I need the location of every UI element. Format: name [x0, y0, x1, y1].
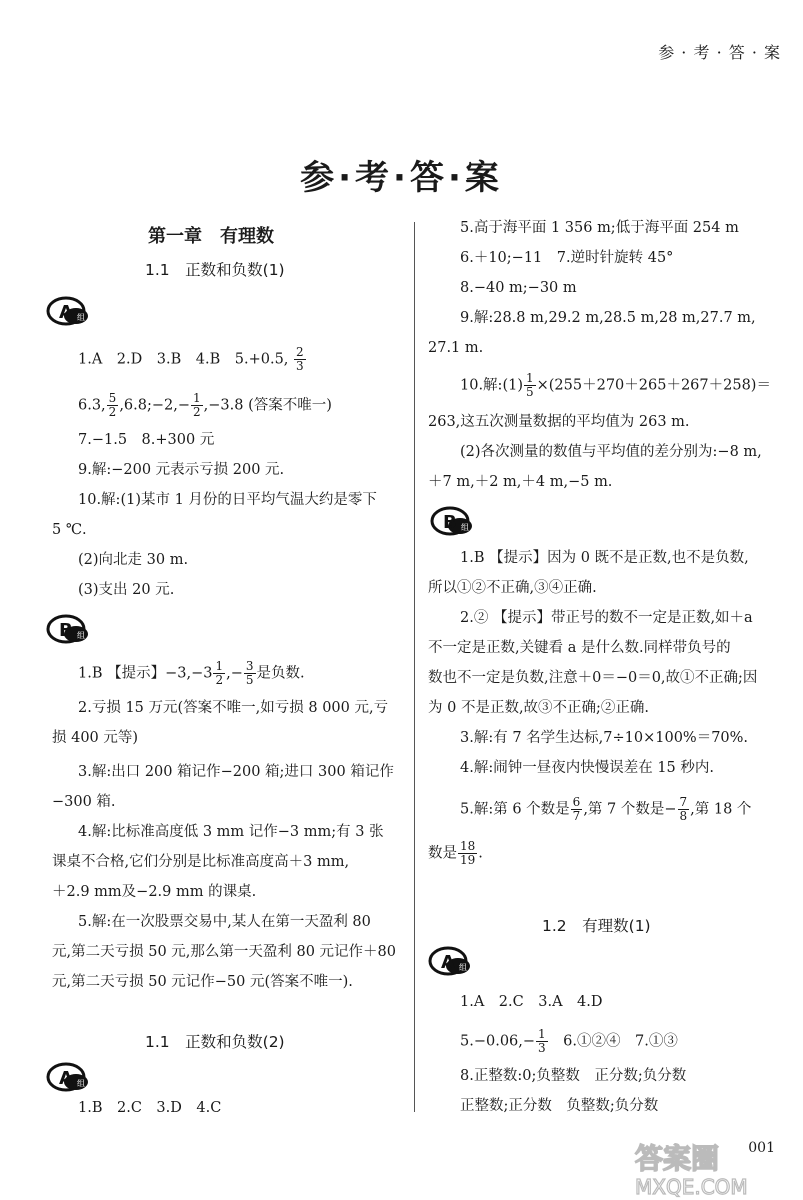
- answer-line: 不一定是正数,关键看 a 是什么数.同样带负号的: [428, 640, 731, 656]
- answer-line: 2.亏损 15 万元(答案不唯一,如亏损 8 000 元,亏: [78, 700, 389, 716]
- answer-line: 3.解:出口 200 箱记作−200 箱;进口 300 箱记作: [78, 764, 394, 780]
- answer-line: 4.解:闹钟一昼夜内快慢误差在 15 秒内.: [460, 760, 714, 776]
- badge-sub: 组: [461, 523, 469, 532]
- answer-line: 5.高于海平面 1 356 m;低于海平面 254 m: [460, 220, 739, 236]
- answer-line: 元,第二天亏损 50 元记作−50 元(答案不唯一).: [52, 974, 353, 990]
- answer-line: 9.解:−200 元表示亏损 200 元.: [78, 462, 285, 478]
- answer-line: 8.−40 m;−30 m: [460, 280, 577, 296]
- group-b-badge-icon: [430, 506, 476, 536]
- group-a-badge-icon: [46, 1062, 92, 1092]
- badge-sub: 组: [77, 313, 85, 322]
- answer-line: 数是 $\frac{18}{19}$ .: [428, 839, 483, 867]
- page-number: 001: [748, 1140, 775, 1156]
- answer-line: 8.正整数:0;负整数 正分数;负分数: [460, 1068, 687, 1084]
- answer-line: 课桌不合格,它们分别是比标准高度高＋3 mm,: [52, 854, 350, 870]
- answer-line: 1.A 2.C 3.A 4.D: [460, 994, 603, 1010]
- answer-line: 6.＋10;−11 7.逆时针旋转 45°: [460, 250, 674, 266]
- badge-sub: 组: [77, 631, 85, 640]
- answer-line: 所以①②不正确,③④正确.: [428, 580, 597, 596]
- badge-letter: A: [441, 952, 455, 973]
- answer-line: 1.B 2.C 3.D 4.C: [78, 1100, 222, 1116]
- answer-line: 损 400 元等): [52, 730, 139, 746]
- answer-line: 为 0 不是正数,故③不正确;②正确.: [428, 700, 650, 716]
- group-a-badge-icon: [46, 296, 92, 326]
- svg-text:答案圈: 答案圈: [635, 1142, 720, 1175]
- answer-line: 1.B 【提示】−3,−3 $\frac{1}{2}$ ,− $\frac{3}{5}$ 是负数.: [78, 659, 305, 687]
- badge-letter: A: [59, 1068, 73, 1089]
- svg-text:MXQE.COM: MXQE.COM: [635, 1175, 748, 1198]
- answer-line: 27.1 m.: [428, 340, 484, 356]
- answer-line: 1.A 2.D 3.B 4.B 5.+0.5, $\frac{2}{3}$: [78, 345, 304, 373]
- chapter-title: 第一章 有理数: [148, 226, 274, 247]
- badge-sub: 组: [459, 963, 467, 972]
- answer-line: 数也不一定是负数,注意＋0＝−0＝0,故①不正确;因: [428, 670, 758, 686]
- group-a-badge-icon: [428, 946, 474, 976]
- answer-line: (2)向北走 30 m.: [78, 552, 189, 568]
- answer-line: ＋2.9 mm及−2.9 mm 的课桌.: [52, 884, 257, 900]
- answer-line: 10.解:(1) $\frac{1}{5}$ ×(255＋270＋265＋267＋258)＝: [460, 371, 771, 399]
- answer-line: 9.解:28.8 m,29.2 m,28.5 m,28 m,27.7 m,: [460, 310, 756, 326]
- group-b-badge-icon: [46, 614, 92, 644]
- answer-line: ＋7 m,＋2 m,＋4 m,−5 m.: [428, 474, 613, 490]
- badge-letter: B: [59, 620, 73, 641]
- answer-line: 元,第二天亏损 50 元,那么第一天盈利 80 元记作＋80: [52, 944, 397, 960]
- answer-line: 6.3, $\frac{5}{2}$ ,6.8;−2,− $\frac{1}{2}$ ,−3.8 (答案不唯一): [78, 391, 332, 419]
- answer-line: 5 ℃.: [52, 522, 87, 538]
- section-title-1: 1.1 正数和负数(1): [145, 261, 285, 279]
- answer-line: 10.解:(1)某市 1 月份的日平均气温大约是零下: [78, 492, 377, 508]
- badge-letter: A: [59, 302, 73, 323]
- section-title-3: 1.2 有理数(1): [542, 917, 651, 935]
- section-title-2: 1.1 正数和负数(2): [145, 1033, 285, 1051]
- answer-line: 正整数;正分数 负整数;负分数: [460, 1098, 659, 1114]
- answer-line: 5.解:第 6 个数是 $\frac{6}{7}$ ,第 7 个数是− $\frac{7}{8}$ ,第 18 个: [460, 795, 752, 823]
- answer-line: 5.−0.06,− $\frac{1}{3}$ 6.①②④ 7.①③: [460, 1027, 678, 1055]
- answer-line: 263,这五次测量数据的平均值为 263 m.: [428, 414, 690, 430]
- answer-line: 1.B 【提示】因为 0 既不是正数,也不是负数,: [460, 550, 749, 566]
- answer-line: 7.−1.5 8.+300 元: [78, 432, 215, 448]
- answer-line: (3)支出 20 元.: [78, 582, 175, 598]
- answer-line: (2)各次测量的数值与平均值的差分别为:−8 m,: [460, 444, 762, 460]
- answer-line: 2.② 【提示】带正号的数不一定是正数,如＋a: [460, 610, 753, 626]
- answer-line: −300 箱.: [52, 794, 116, 810]
- answer-line: 5.解:在一次股票交易中,某人在第一天盈利 80: [78, 914, 371, 930]
- column-divider: [414, 222, 415, 1112]
- running-header: 参 · 考 · 答 · 案: [658, 43, 781, 62]
- badge-sub: 组: [77, 1079, 85, 1088]
- page-title: 参·考·答·案: [300, 158, 503, 198]
- answer-line: 3.解:有 7 名学生达标,7÷10×100%＝70%.: [460, 730, 749, 746]
- badge-letter: B: [443, 512, 457, 533]
- answer-line: 4.解:比标准高度低 3 mm 记作−3 mm;有 3 张: [78, 824, 384, 840]
